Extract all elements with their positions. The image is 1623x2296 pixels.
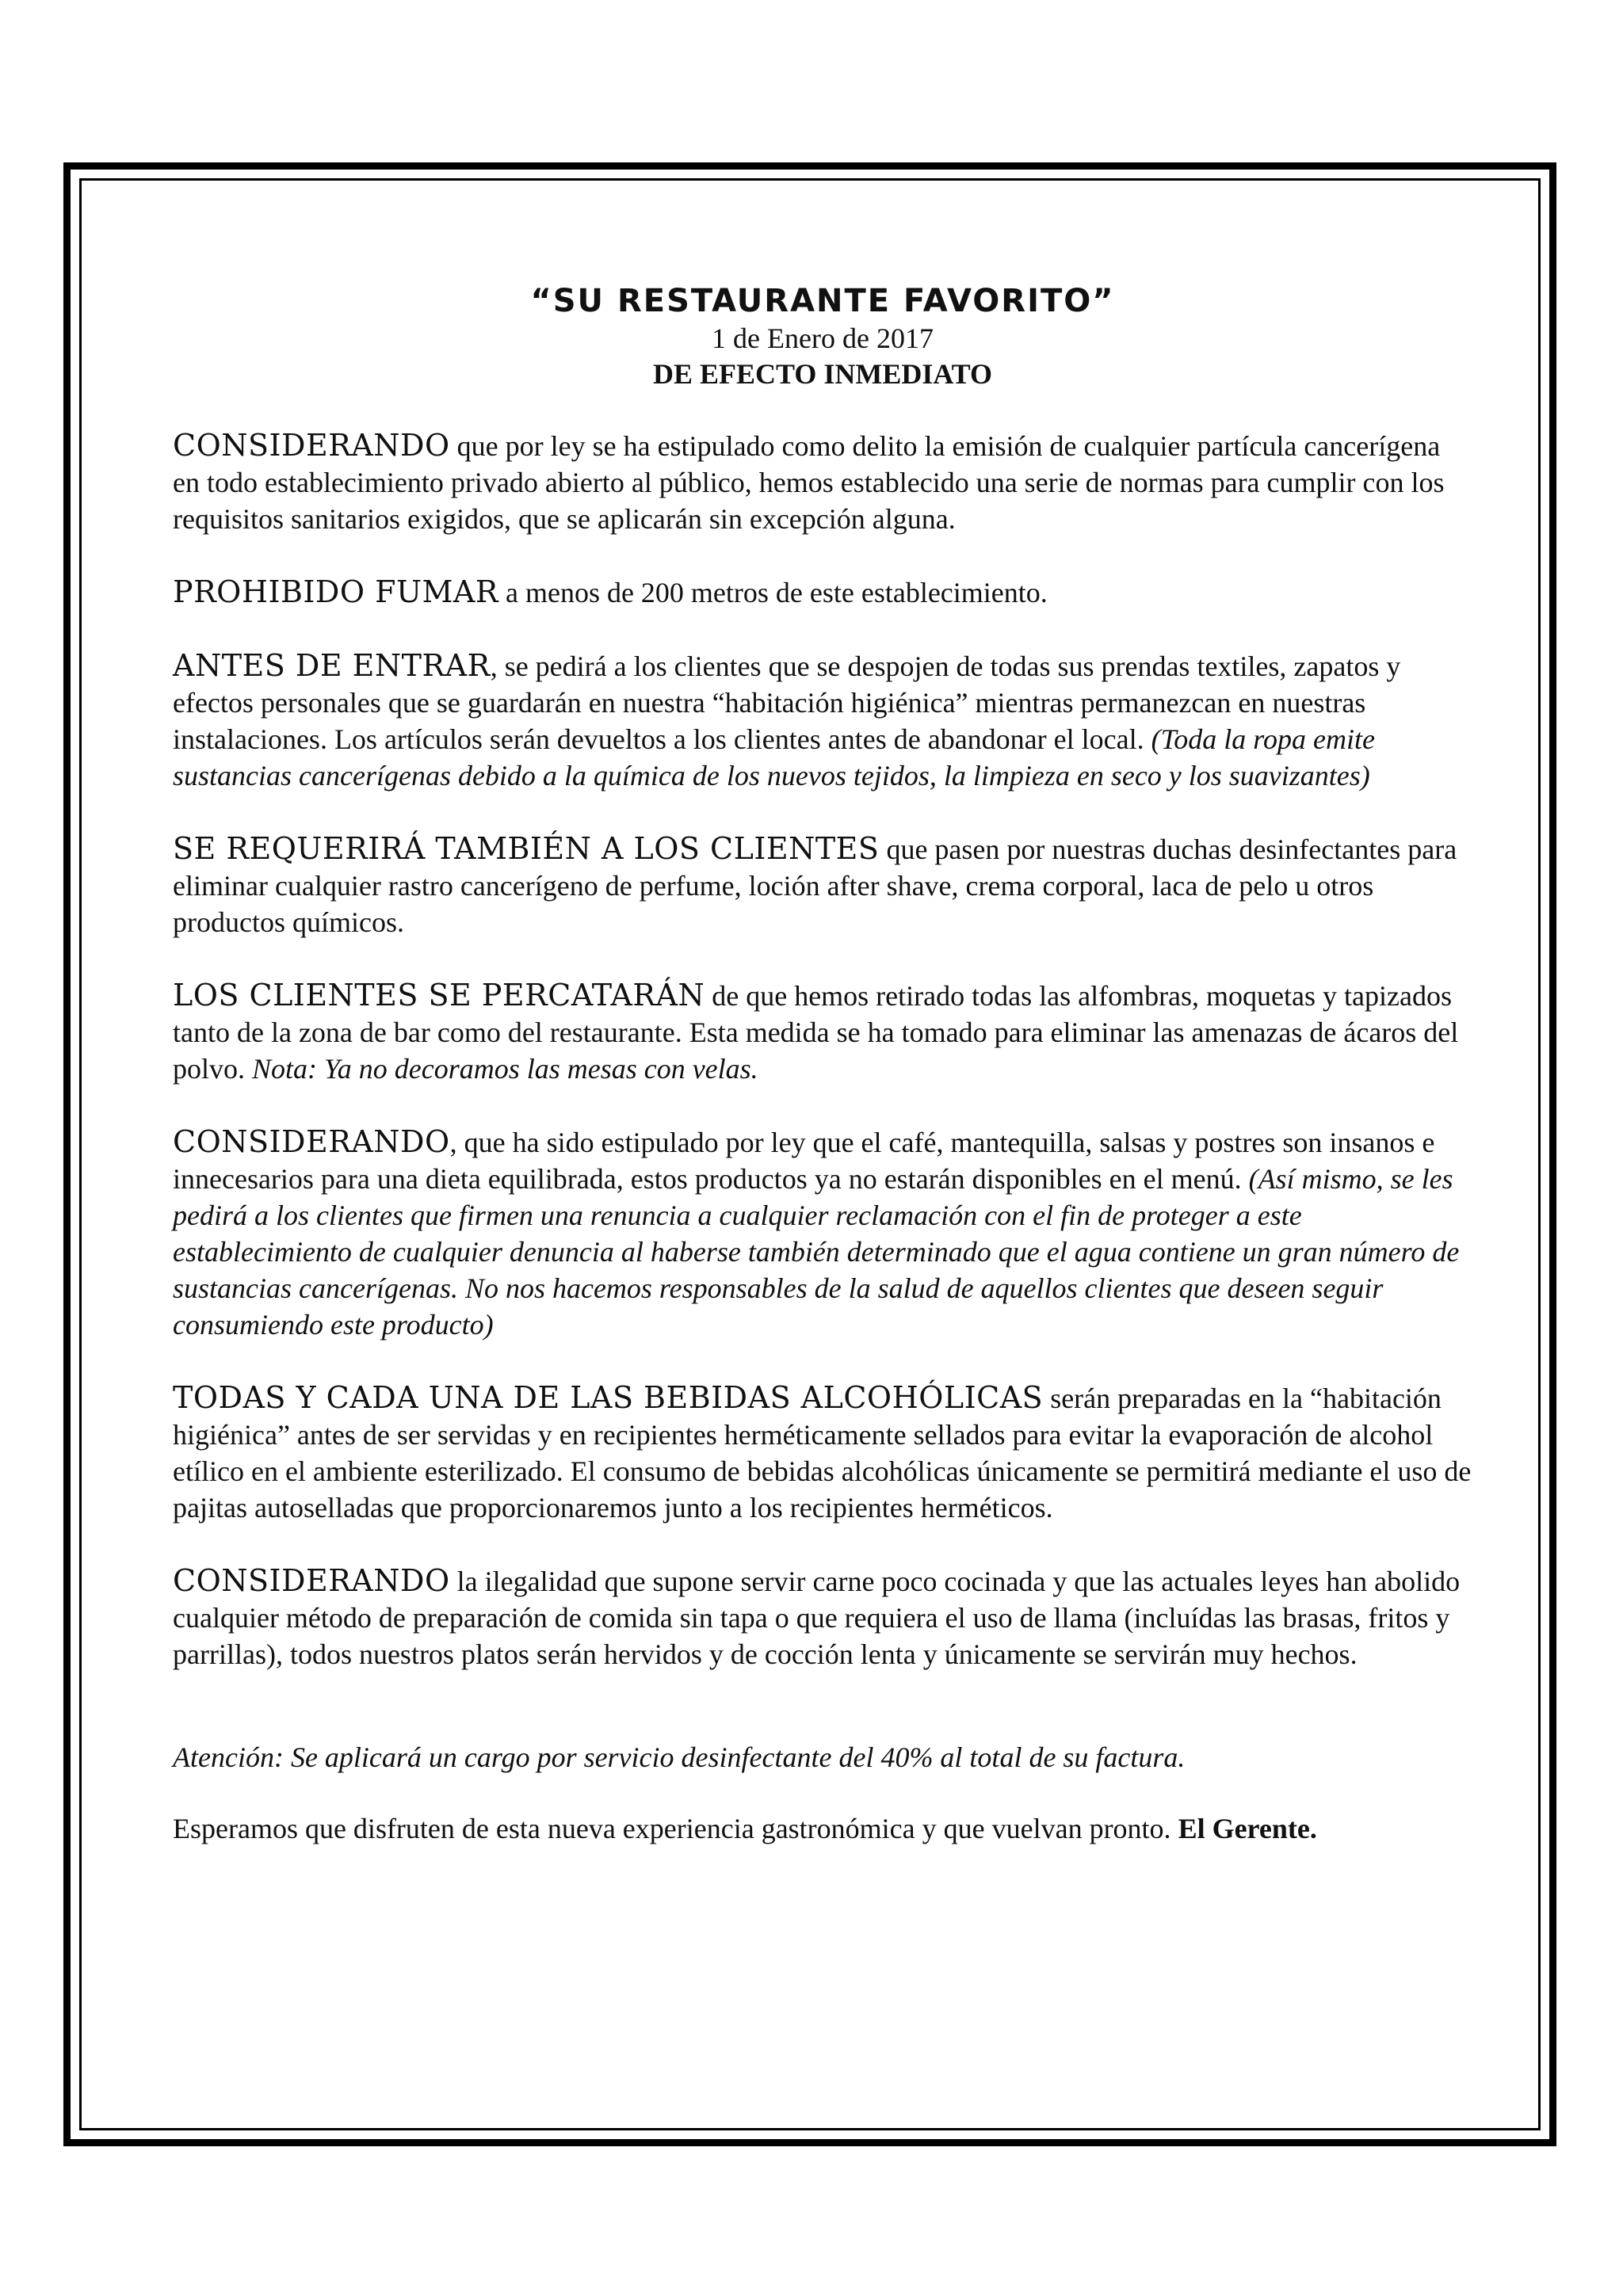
signature: El Gerente. <box>1178 1813 1317 1844</box>
paragraph-bebidas-alcoholicas <box>173 1379 1472 1526</box>
paragraph-lead: CONSIDERANDO <box>173 428 450 463</box>
paragraph-lead: CONSIDERANDO <box>173 1124 450 1159</box>
service-charge-notice: Atención: Se aplicará un cargo por servicio desinfectante del 40% al total de su factura. <box>173 1741 1186 1773</box>
paragraph-italic-note: (Así mismo, se les pedirá a los clientes que firmen una renuncia a cualquier reclamación con el fin de proteger a este establecimiento de cualquier denuncia al haberse también determinado que el agua contiene un gran número de sustancias cancerígenas. No nos hacemos responsables de la salud de aquellos clientes que deseen seguir consumiendo este producto) <box>173 1163 1460 1341</box>
paragraph-text: serán preparadas en la “habitación higiénica” antes de ser servidas y en recipientes herméticamente sellados para evitar la evaporación de alcohol etílico en el ambiente esterilizado. El consumo de bebidas alcohólicas únicamente se permitirá mediante el uso de pajitas autoselladas que proporcionaremos junto a los recipientes herméticos. <box>173 1383 1472 1524</box>
document-subtitle: DE EFECTO INMEDIATO <box>652 358 993 390</box>
paragraph-text: , se pedirá a los clientes que se despojen de todas sus prendas textiles, zapatos y efectos personales que se guardarán en nuestra “habitación higiénica” mientras permanezcan en nuestras instalaciones. Los artículos serán devueltos a los clientes antes de abandonar el local. <box>173 650 1401 755</box>
document-title: “SU RESTAURANTE FAVORITO” <box>530 283 1115 319</box>
paragraph-lead: TODAS Y CADA UNA DE LAS BEBIDAS ALCOHÓLICAS <box>173 1380 1044 1415</box>
document-date: 1 de Enero de 2017 <box>712 322 934 354</box>
paragraph-antes-de-entrar <box>173 647 1472 794</box>
paragraph-text: que pasen por nuestras duchas desinfectantes para eliminar cualquier rastro cancerígeno de perfume, loción after shave, crema corporal, laca de pelo u otros productos químicos. <box>173 833 1457 938</box>
paragraph-se-requerira <box>173 830 1472 940</box>
paragraph-text: de que hemos retirado todas las alfombras, moquetas y tapizados tanto de la zona de bar como del restaurante. Esta medida se ha tomado para eliminar las amenazas de ácaros del polvo. <box>173 980 1459 1085</box>
paragraph-considerando-1 <box>173 427 1472 537</box>
paragraph-text: , que ha sido estipulado por ley que el café, mantequilla, salsas y postres son insanos e innecesarios para una dieta equilibrada, estos productos ya no estarán disponibles en el menú. <box>173 1127 1435 1195</box>
paragraph-considerando-2 <box>173 1123 1472 1343</box>
paragraph-text: la ilegalidad que supone servir carne poco cocinada y que las actuales leyes han abolido cualquier método de preparación de comida sin tapa o que requiera el uso de llama (incluídas las brasas, fritos y parrillas), todos nuestros platos serán hervidos y de cocción lenta y únicamente se servirán muy hechos. <box>173 1566 1461 1670</box>
paragraph-italic-note: (Toda la ropa emite sustancias cancerígenas debido a la química de los nuevos tejidos, la limpieza en seco y los suavizantes) <box>173 723 1375 791</box>
paragraph-lead: LOS CLIENTES SE PERCATARÁN <box>173 978 705 1013</box>
paragraph-italic-note: Nota: Ya no decoramos las mesas con velas. <box>252 1053 758 1085</box>
closing-line <box>173 1810 1472 1847</box>
paragraph-prohibido-fumar <box>173 574 1472 611</box>
paragraph-lead: ANTES DE ENTRAR <box>173 648 491 683</box>
paragraph-text: a menos de 200 metros de este establecimiento. <box>498 577 1048 608</box>
paragraph-lead: PROHIBIDO FUMAR <box>173 574 498 609</box>
document-header <box>173 281 1472 392</box>
paragraph-text: que por ley se ha estipulado como delito la emisión de cualquier partícula cancerígena en todo establecimiento privado abierto al público, hemos establecido una serie de normas para cumplir con los requisitos sanitarios exigidos, que se aplicarán sin excepción alguna. <box>173 430 1445 535</box>
paragraph-lead: CONSIDERANDO <box>173 1563 450 1598</box>
notice-document <box>173 281 1472 1847</box>
paragraph-los-clientes <box>173 977 1472 1087</box>
paragraph-lead: SE REQUERIRÁ TAMBIÉN A LOS CLIENTES <box>173 831 880 866</box>
closing-text: Esperamos que disfruten de esta nueva experiencia gastronómica y que vuelvan pronto. <box>173 1813 1178 1844</box>
paragraph-considerando-3 <box>173 1562 1472 1672</box>
